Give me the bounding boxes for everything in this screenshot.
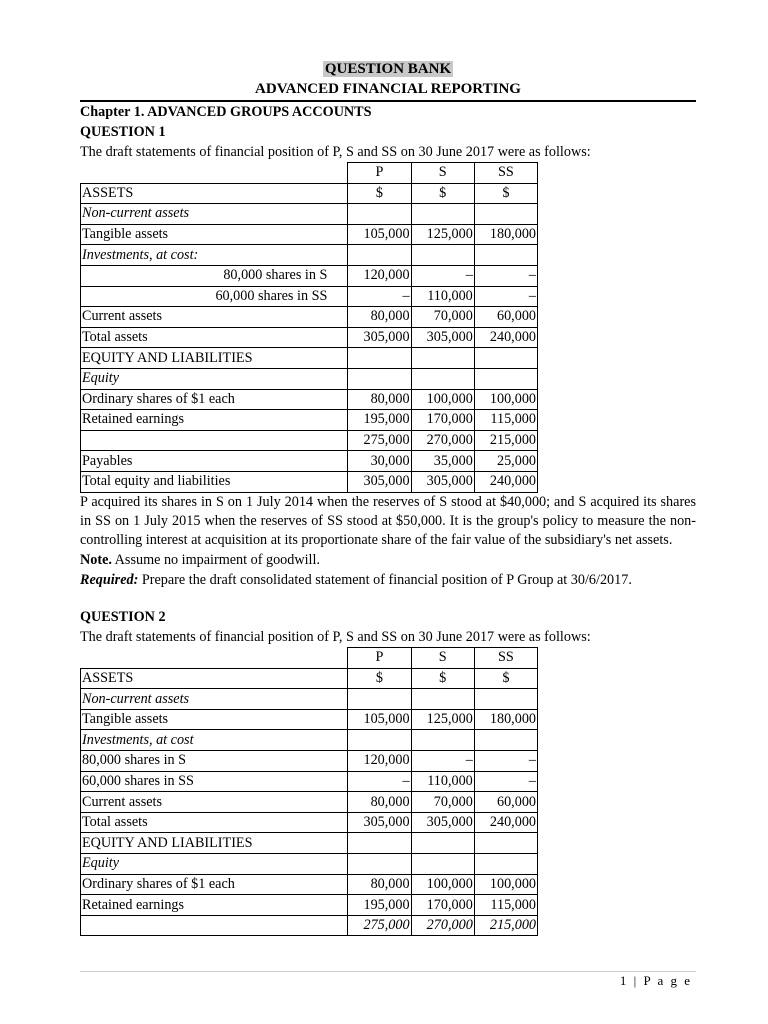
table-row: Investments, at cost [81,730,538,751]
col-header-p: P [348,648,411,669]
document-page [80,59,696,936]
table-header-row [81,648,538,669]
question-1-heading: QUESTION 1 [80,124,166,140]
col-header-ss: SS [474,648,537,669]
table-row: Total assets 305,000 305,000 240,000 [81,812,538,833]
document-subtitle: ADVANCED FINANCIAL REPORTING [80,79,696,102]
table-row: 60,000 shares in SS – 110,000 – [81,771,538,792]
table-row: EQUITY AND LIABILITIES [81,833,538,854]
table-row: 80,000 shares in S 120,000 – – [81,751,538,772]
table-row: Current assets 80,000 70,000 60,000 [81,307,538,328]
col-header-ss: SS [474,163,537,184]
table-row: Investments, at cost: [81,245,538,266]
question-1-intro: The draft statements of financial position of P, S and SS on 30 June 2017 were as follows: [80,144,591,160]
table-row: 80,000 shares in S 120,000 – – [81,265,538,286]
table-row: Tangible assets 105,000 125,000 180,000 [81,709,538,730]
table-row: 275,000 270,000 215,000 [81,915,538,936]
question-2-heading: QUESTION 2 [80,609,166,626]
footer-divider [80,971,696,972]
question-2-intro: The draft statements of financial position of P, S and SS on 30 June 2017 were as follows: [80,629,591,646]
table-row: Total assets 305,000 305,000 240,000 [81,327,538,348]
table-row: Retained earnings 195,000 170,000 115,000 [81,410,538,431]
table-row: Payables 30,000 35,000 25,000 [81,451,538,472]
table-row: Tangible assets 105,000 125,000 180,000 [81,224,538,245]
table-row: 275,000 270,000 215,000 [81,430,538,451]
question-1-table [80,162,538,493]
table-row: Ordinary shares of $1 each 80,000 100,000 100,000 [81,389,538,410]
question-1-required: Required: Prepare the draft consolidated statement of financial position of P Group at 30/6/2017. [80,572,632,589]
document-title: QUESTION BANK [324,61,452,77]
table-row: ASSETS $ $ $ [81,183,538,204]
page-number: 1 | P a g e [619,973,692,988]
table-row: 60,000 shares in SS – 110,000 – [81,286,538,307]
question-1-body: P acquired its shares in S on 1 July 2014 when the reserves of S stood at $40,000; and S acquired its shares in SS on 1 July 2015 when the reserves of SS stood at $50,000. It is the group's policy to measure the non-controlling interest at acquisition at its proportionate share of the fair value of the subsidiary's net assets. [80,493,696,548]
question-2-table [80,647,538,936]
table-row: Ordinary shares of $1 each 80,000 100,000 100,000 [81,874,538,895]
chapter-heading: Chapter 1. ADVANCED GROUPS ACCOUNTS [80,104,372,120]
table-row: Non-current assets [81,689,538,710]
table-row: Equity [81,854,538,875]
table-row: ASSETS $ $ $ [81,668,538,689]
table-row: Non-current assets [81,204,538,225]
table-row: Total equity and liabilities 305,000 305,000 240,000 [81,471,538,492]
question-1-note: Note. Assume no impairment of goodwill. [80,552,320,569]
col-header-s: S [411,163,474,184]
table-row: Equity [81,368,538,389]
col-header-s: S [411,648,474,669]
table-header-row [81,163,538,184]
table-row: EQUITY AND LIABILITIES [81,348,538,369]
col-header-p: P [348,163,411,184]
table-row: Retained earnings 195,000 170,000 115,000 [81,895,538,916]
table-row: Current assets 80,000 70,000 60,000 [81,792,538,813]
